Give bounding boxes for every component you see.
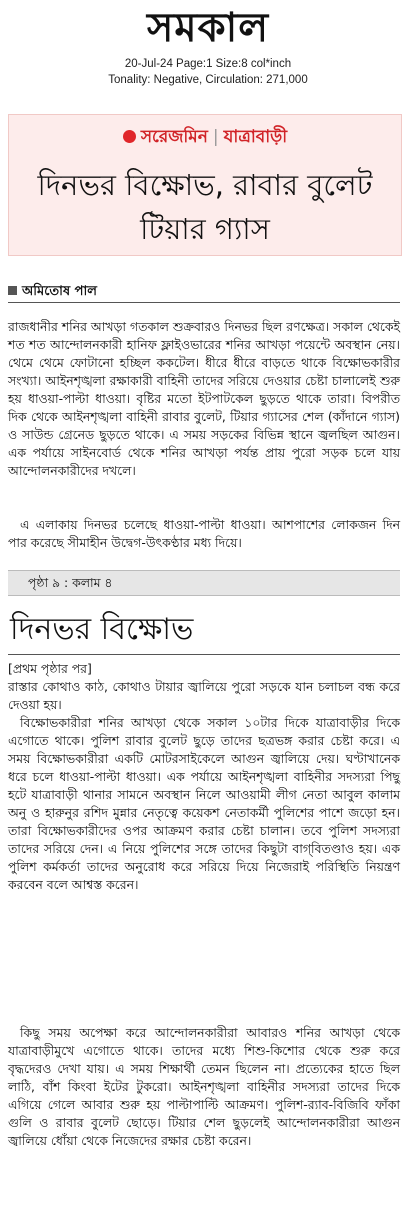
- clip-meta-line2: Tonality: Negative, Circulation: 271,000: [108, 74, 308, 86]
- jump-headline: দিনভর বিক্ষোভ: [10, 612, 194, 647]
- front-headline-box: [8, 114, 402, 256]
- red-dot-icon: [123, 130, 136, 143]
- kicker-section: সরেজমিন: [140, 127, 208, 147]
- jump-paragraph-2: বিক্ষোভকারীরা শনির আখড়া থেকে সকাল ১০টার দিকে যাত্রাবাড়ীর দিকে এগোতে থাকে। পুলিশ রাবার বুলেট ছুড়ে তাদের ছত্রভঙ্গ করার চেষ্টা করে। এ সময় বিক্ষোভকারীরা একটি মোটরসাইকেলে আগুন জ্বালিয়ে দেয়। ঘণ্টাখানেক ধরে চলে ধাওয়া-পাল্টা ধাওয়া। এক পর্যায়ে আইনশৃঙ্খলা বাহিনীর সদস্যরা পিছু হটে যাত্রাবাড়ী থানার সামনে অবস্থান নিলে আওয়ামী লীগ নেতা আবুল কালাম অনু ও হারুনুর রশিদ মুন্নার নেতৃত্বে কয়েকশ নেতাকর্মী পুলিশের পাশে জড়ো হন। তারা বিক্ষোভকারীদের ওপর আক্রমণ করার চেষ্টা চালান। তবে পুলিশ সদস্যরা তাদের সরিয়ে দেন। এ নিয়ে পুলিশের সঙ্গে তাদের কিছুটা বাগ্‌বিতণ্ডাও হয়। এক পুলিশ কর্মকর্তা তাদের অনুরোধ করে সরিয়ে দিয়ে নিজেরাই পরিস্থিতি নিয়ন্ত্রণ করবেন বলে আশ্বস্ত করেন।: [8, 715, 400, 892]
- square-bullet-icon: [8, 286, 17, 295]
- front-paragraph-1: রাজধানীর শনির আখড়া গতকাল শুক্রবারও দিনভর ছিল রণক্ষেত্র। সকাল থেকেই শত শত আন্দোলনকারী হানিফ ফ্লাইওভারের শনির আখড়া পয়েন্টে অবস্থান নেয়। থেমে থেমে ফোটানো হচ্ছিল ককটেল। ধীরে ধীরে বাড়তে থাকে বিক্ষোভকারীর সংখ্যা। আইনশৃঙ্খলা রক্ষাকারী বাহিনী তাদের সরিয়ে দেওয়ার চেষ্টা চালালেই শুরু হয় ধাওয়া-পাল্টা ধাওয়া। বৃষ্টির মতো ইটপাটকেল ছুড়তে থাকে তারা। বিপরীত দিক থেকে আইনশৃঙ্খলা বাহিনী রাবার বুলেট, টিয়ার গ্যাসের শেল (কাঁদানে গ্যাস) ও সাউন্ড গ্রেনেড ছুড়তে থাকে। এ সময় সড়কের বিভিন্ন স্থানে জ্বলছিল আগুন। এক পর্যায়ে সাইনবোর্ড থেকে শনির আখড়া পর্যন্ত প্রায় পুরো সড়ক চলে যায় আন্দোলনকারীদের দখলে।: [8, 319, 400, 478]
- byline-divider: [8, 302, 400, 303]
- kicker-separator: |: [212, 127, 219, 147]
- jump-paragraph-3: কিছু সময় অপেক্ষা করে আন্দোলনকারীরা আবারও শনির আখড়া থেকে যাত্রাবাড়ীমুখে এগোতে থাকে। তাদের মধ্যে শিশু-কিশোর থেকে শুরু করে বৃদ্ধদেরও দেখা যায়। এ সময় শিক্ষার্থী তেমন ছিলেন না। প্রত্যেকের হাতে ছিল লাঠি, বাঁশ কিংবা ইটের টুকরো। আইনশৃঙ্খলা বাহিনীর সদস্যরা তাদের দিকে এগিয়ে গেলে আবার শুরু হয় পাল্টাপাল্টি আক্রমণ। পুলিশ-র‍্যাব-বিজিবি ফাঁকা গুলি ও রাবার বুলেট ছোড়ে। টিয়ার শেল ছুড়লেই আন্দোলনকারীরা আগুন জ্বালিয়ে ধোঁয়া থেকে নিজেদের রক্ষার চেষ্টা করেন।: [8, 1025, 400, 1148]
- byline: [8, 282, 400, 303]
- jump-divider: [8, 654, 400, 655]
- byline-author: অমিতোষ পাল: [22, 284, 97, 299]
- kicker: [9, 125, 401, 149]
- kicker-place: যাত্রাবাড়ী: [223, 127, 288, 147]
- continuation-bar: পৃষ্ঠা ৯ : কলাম ৪: [8, 570, 400, 596]
- front-headline: দিনভর বিক্ষোভ, রাবার বুলেট টিয়ার গ্যাস: [37, 168, 373, 246]
- clip-meta-line1: 20-Jul-24 Page:1 Size:8 col*inch: [124, 58, 292, 70]
- front-paragraph-2: এ এলাকায় দিনভর চলেছে ধাওয়া-পাল্টা ধাওয়া। আশপাশের লোকজন দিন পার করেছে সীমাহীন উদ্বেগ-উৎকণ্ঠার মধ্য দিয়ে।: [8, 517, 400, 550]
- jump-note: [প্রথম পৃষ্ঠার পর]: [8, 661, 92, 676]
- masthead-logo: সমকাল: [146, 5, 270, 51]
- jump-paragraph-1: রাস্তার কোথাও কাঠ, কোথাও টায়ার জ্বালিয়ে পুরো সড়কে যান চলাচল বন্ধ করে দেওয়া হয়।: [8, 679, 400, 712]
